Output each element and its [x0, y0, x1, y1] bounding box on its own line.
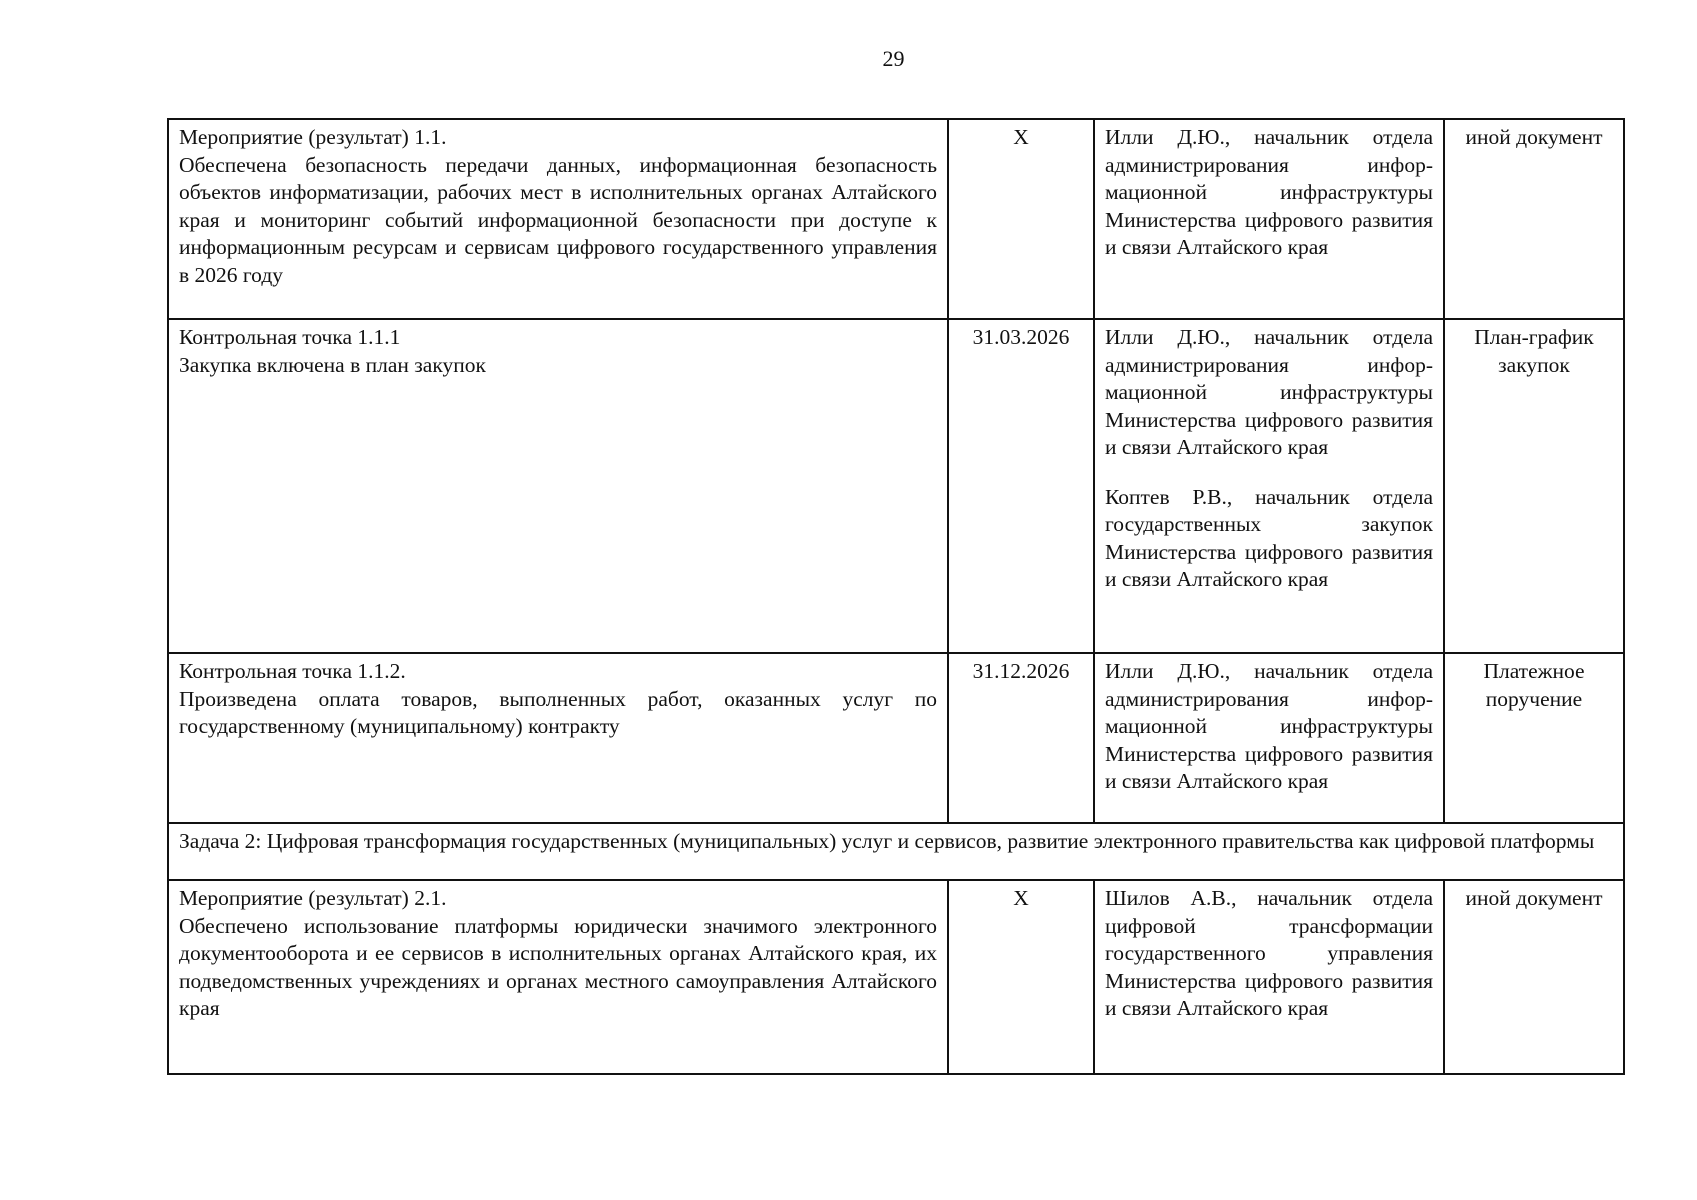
responsible-person: Илли Д.Ю., начальник отдела администрирования инфор-мационной инфраструктуры Министерства цифрового развития и связи Алтайского края [1105, 125, 1433, 259]
table-row-checkpoint-1-1-1 [168, 319, 1624, 653]
deadline-cell: X [948, 119, 1094, 319]
document-type-cell: Платежное поручение [1444, 653, 1624, 823]
responsible-cell [1094, 653, 1444, 823]
responsible-cell [1094, 880, 1444, 1074]
responsible-person: Илли Д.Ю., начальник отдела администрирования инфор-мационной инфраструктуры Министерства цифрового развития и связи Алтайского края [1105, 325, 1433, 459]
deadline-cell: 31.12.2026 [948, 653, 1094, 823]
task-heading: Задача 2: Цифровая трансформация государственных (муниципальных) услуг и сервисов, развитие электронного правительства как цифровой платформы [179, 829, 1595, 853]
activity-description-cell [168, 319, 948, 653]
activity-description-cell [168, 653, 948, 823]
responsible-cell [1094, 119, 1444, 319]
page-number: 29 [882, 46, 905, 71]
table-row-activity-1-1 [168, 119, 1624, 319]
document-type-cell: План-график закупок [1444, 319, 1624, 653]
table-row-task-2 [168, 823, 1624, 880]
responsible-person: Шилов А.В., начальник отдела цифровой трансформации государственного управления Министерства цифрового развития и связи Алтайского края [1105, 886, 1433, 1020]
activity-description-cell [168, 119, 948, 319]
document-type-cell: иной документ [1444, 880, 1624, 1074]
task-heading-cell [168, 823, 1624, 880]
deadline-cell: 31.03.2026 [948, 319, 1094, 653]
checkpoint-text: Произведена оплата товаров, выполненных работ, оказанных услуг по государственному (муниципальному) контракту [179, 686, 937, 738]
activity-text: Обеспечено использование платформы юридически значимого электронного документооборота и ее сервисов в исполнительных органах Алтайского края, их подведомственных учреждениях и органах местного самоуправления Алтайского края [179, 913, 937, 1020]
activity-text: Обеспечена безопасность передачи данных, информационная безопасность объектов информатизации, рабочих мест в исполнительных органах Алтайского края и мониторинг событий информационной безопасности при доступе к информационным ресурсам и сервисам цифрового государственного управления в 2026 году [179, 152, 937, 287]
checkpoint-text: Закупка включена в план закупок [179, 352, 486, 377]
responsible-person: Коптев Р.В., начальник отдела государственных закупок Министерства цифрового развития и связи Алтайского края [1105, 484, 1433, 591]
activity-title: Мероприятие (результат) 1.1. [179, 125, 447, 149]
checkpoint-title: Контрольная точка 1.1.2. [179, 659, 406, 683]
table-row-checkpoint-1-1-2 [168, 653, 1624, 823]
table-row-activity-2-1 [168, 880, 1624, 1074]
deadline-cell: X [948, 880, 1094, 1074]
responsible-cell [1094, 319, 1444, 653]
activity-title: Мероприятие (результат) 2.1. [179, 886, 447, 910]
activity-description-cell [168, 880, 948, 1074]
responsible-person: Илли Д.Ю., начальник отдела администрирования инфор-мационной инфраструктуры Министерства цифрового развития и связи Алтайского края [1105, 659, 1433, 793]
document-type-cell: иной документ [1444, 119, 1624, 319]
checkpoint-title: Контрольная точка 1.1.1 [179, 325, 401, 349]
activities-table [167, 118, 1625, 1075]
